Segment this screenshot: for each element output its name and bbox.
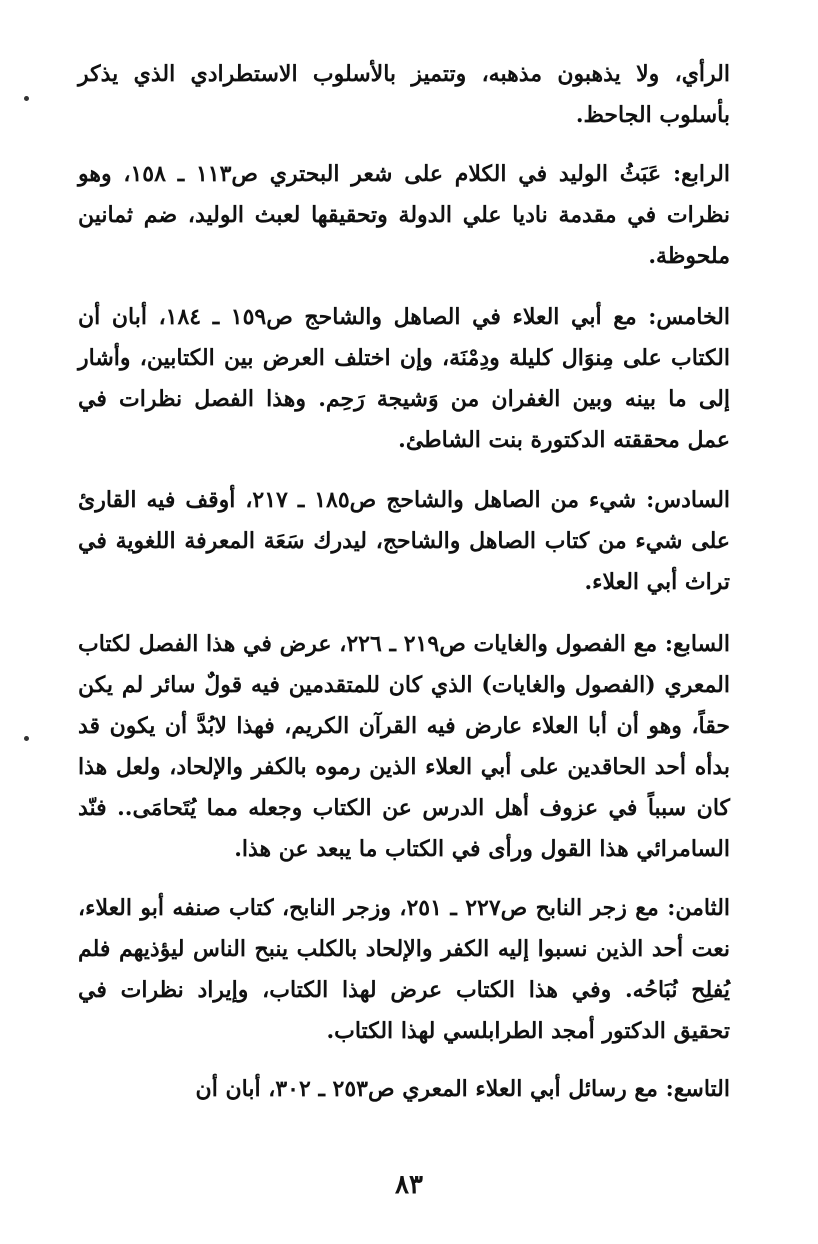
paragraph-body: مع زجر النابح ص٢٢٧ ـ ٢٥١، وزجر النابح، كتاب صنفه أبو العلاء، نعت أحد الذين نسبوا إليه الكفر والإلحاد بالكلب ينبح الناس ليؤذيهم فلم يُفلِح نُبَاحُه. وفي هذا الكتاب عرض لهذا الكتاب، وإيراد نظرات في تحقيق الدكتور أمجد الطرابلسي لهذا الكتاب. [78,895,730,1044]
paragraph-lead: الرابع: [672,161,730,187]
paragraph-lead: التاسع: [665,1076,730,1102]
paragraph-body: عَبَثُ الوليد في الكلام على شعر البحتري ص١١٣ ـ ١٥٨، وهو نظرات في مقدمة ناديا علي الدولة وتحقيقها لعبث الوليد، ضم ثمانين ملحوظة. [78,161,730,269]
paragraph-body: مع أبي العلاء في الصاهل والشاحج ص١٥٩ ـ ١٨٤، أبان أن الكتاب على مِنوَال كليلة ودِمْنَة، وإن اختلف العرض بين الكتابين، وأشار إلى ما بينه وبين الغفران من وَشيجة رَحِم. وهذا الفصل نظرات في عمل محققته الدكتورة بنت الشاطئ. [78,304,730,453]
paragraph-lead: الخامس: [648,304,730,330]
paragraph-sixth [78,480,730,603]
paragraph-lead: الثامن: [667,895,731,921]
paragraph-lead: السادس: [646,487,731,513]
paragraph-fourth [78,154,730,277]
paragraph-body: شيء من الصاهل والشاحج ص١٨٥ ـ ٢١٧، أوقف فيه القارئ على شيء من كتاب الصاهل والشاحج، ليدرك سَعَة المعرفة اللغوية في تراث أبي العلاء. [78,487,730,595]
paragraph-fifth [78,297,730,461]
paragraph-ninth [78,1069,730,1110]
paragraph-body: مع الفصول والغايات ص٢١٩ ـ ٢٢٦، عرض في هذا الفصل لكتاب المعري (الفصول والغايات) الذي كان للمتقدمين فيه قولٌ سائر لم يكن حقاً، وهو أن أبا العلاء عارض فيه القرآن الكريم، فهذا لابُدَّ أن يكون قد بدأه أحد الحاقدين على أبي العلاء الذين رموه بالكفر والإلحاد، ولعل هذا كان سبباً في عزوف أهل الدرس عن الكتاب وجعله مما يُتَحامَى.. فنّد السامرائي هذا القول ورأى في الكتاب ما يبعد عن هذا. [78,631,730,862]
margin-mark [24,736,29,741]
page-number: ٨٣ [395,1170,423,1200]
paragraph-continuation: الرأي، ولا يذهبون مذهبه، وتتميز بالأسلوب الاستطرادي الذي يذكر بأسلوب الجاحظ. [78,61,730,128]
paragraph-body: مع رسائل أبي العلاء المعري ص٢٥٣ ـ ٣٠٢، أبان أن [195,1076,666,1102]
paragraph-seventh [78,624,730,870]
paragraph-eighth [78,888,730,1052]
margin-mark [24,96,29,101]
paragraph-lead: السابع: [664,631,730,657]
